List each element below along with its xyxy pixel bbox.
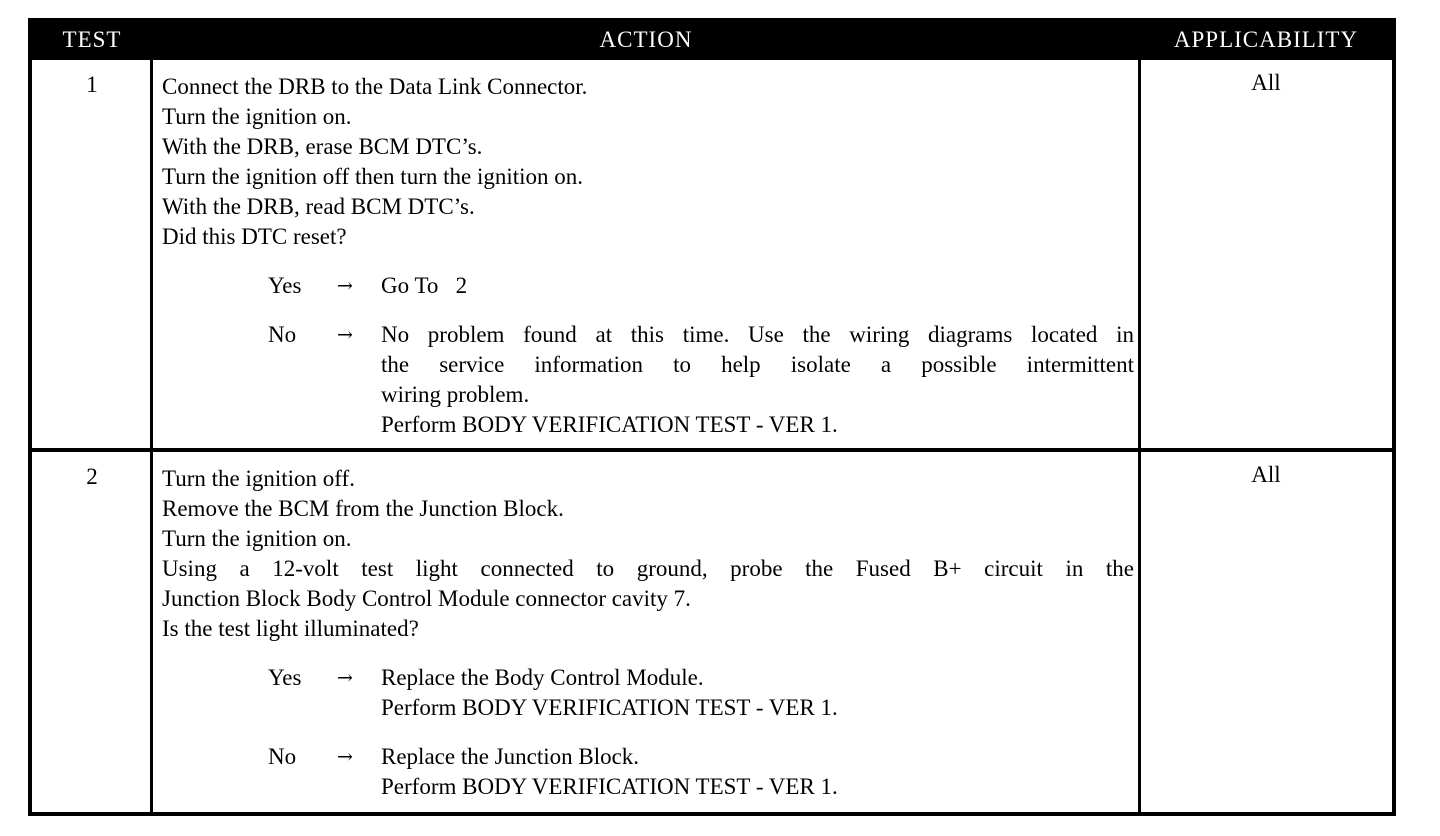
outcome-line: Perform BODY VERIFICATION TEST - VER 1.	[381, 695, 838, 720]
action-step: Did this DTC reset?	[162, 224, 347, 249]
applicability-value: All	[1251, 70, 1281, 95]
right-arrow-icon: →	[337, 324, 353, 346]
action-step: Connect the DRB to the Data Link Connector.	[162, 74, 588, 99]
diagnostic-test-table	[28, 18, 1396, 816]
right-arrow-icon: →	[337, 275, 353, 297]
action-step: Turn the ignition off then turn the ignition on.	[162, 164, 584, 189]
table-header	[32, 18, 1392, 60]
test-number: 2	[86, 464, 98, 489]
right-arrow-icon: →	[337, 667, 353, 689]
outcome-label: No	[268, 322, 297, 347]
header-test: TEST	[62, 27, 122, 52]
outcome-line: wiring problem.	[381, 382, 530, 407]
action-step: Remove the BCM from the Junction Block.	[162, 496, 564, 521]
outcome-label: Yes	[268, 273, 302, 298]
applicability-value: All	[1251, 462, 1281, 487]
outcome-label: No	[268, 744, 297, 769]
action-step: Using a 12-volt test light connected to ground, probe the Fused B+ circuit in the	[162, 556, 1134, 581]
action-step: With the DRB, read BCM DTC’s.	[162, 194, 475, 219]
outcome-text	[381, 742, 1134, 802]
table-row	[32, 60, 1392, 450]
outcome-text	[381, 663, 1134, 723]
outcome-line: Perform BODY VERIFICATION TEST - VER 1.	[381, 774, 838, 799]
outcome-no	[268, 320, 1134, 440]
outcome-text	[381, 271, 1134, 301]
outcome-yes	[268, 271, 1134, 301]
outcome-label: Yes	[268, 665, 302, 690]
outcome-line: Perform BODY VERIFICATION TEST - VER 1.	[381, 412, 838, 437]
header-action: ACTION	[599, 27, 693, 52]
action-cell	[162, 72, 1134, 440]
outcome-line: No problem found at this time. Use the wiring diagrams located in	[381, 322, 1134, 347]
table-row	[32, 452, 1392, 812]
action-step: With the DRB, erase BCM DTC’s.	[162, 134, 483, 159]
test-number: 1	[86, 72, 98, 97]
outcome-line: Replace the Body Control Module.	[381, 665, 704, 690]
outcome-text	[381, 320, 1134, 440]
action-cell	[162, 464, 1134, 802]
header-applicability: APPLICABILITY	[1173, 27, 1359, 52]
action-step: Turn the ignition on.	[162, 526, 352, 551]
outcome-no	[268, 742, 1134, 802]
action-step: Turn the ignition on.	[162, 104, 352, 129]
right-arrow-icon: →	[337, 746, 353, 768]
action-step: Turn the ignition off.	[162, 466, 355, 491]
outcome-yes	[268, 663, 1134, 723]
action-step: Junction Block Body Control Module connector cavity 7.	[162, 586, 691, 611]
outcome-line: Go To 2	[381, 273, 468, 298]
action-step: Is the test light illuminated?	[162, 616, 419, 641]
outcome-line: Replace the Junction Block.	[381, 744, 640, 769]
outcome-line: the service information to help isolate a possible intermittent	[381, 352, 1134, 377]
